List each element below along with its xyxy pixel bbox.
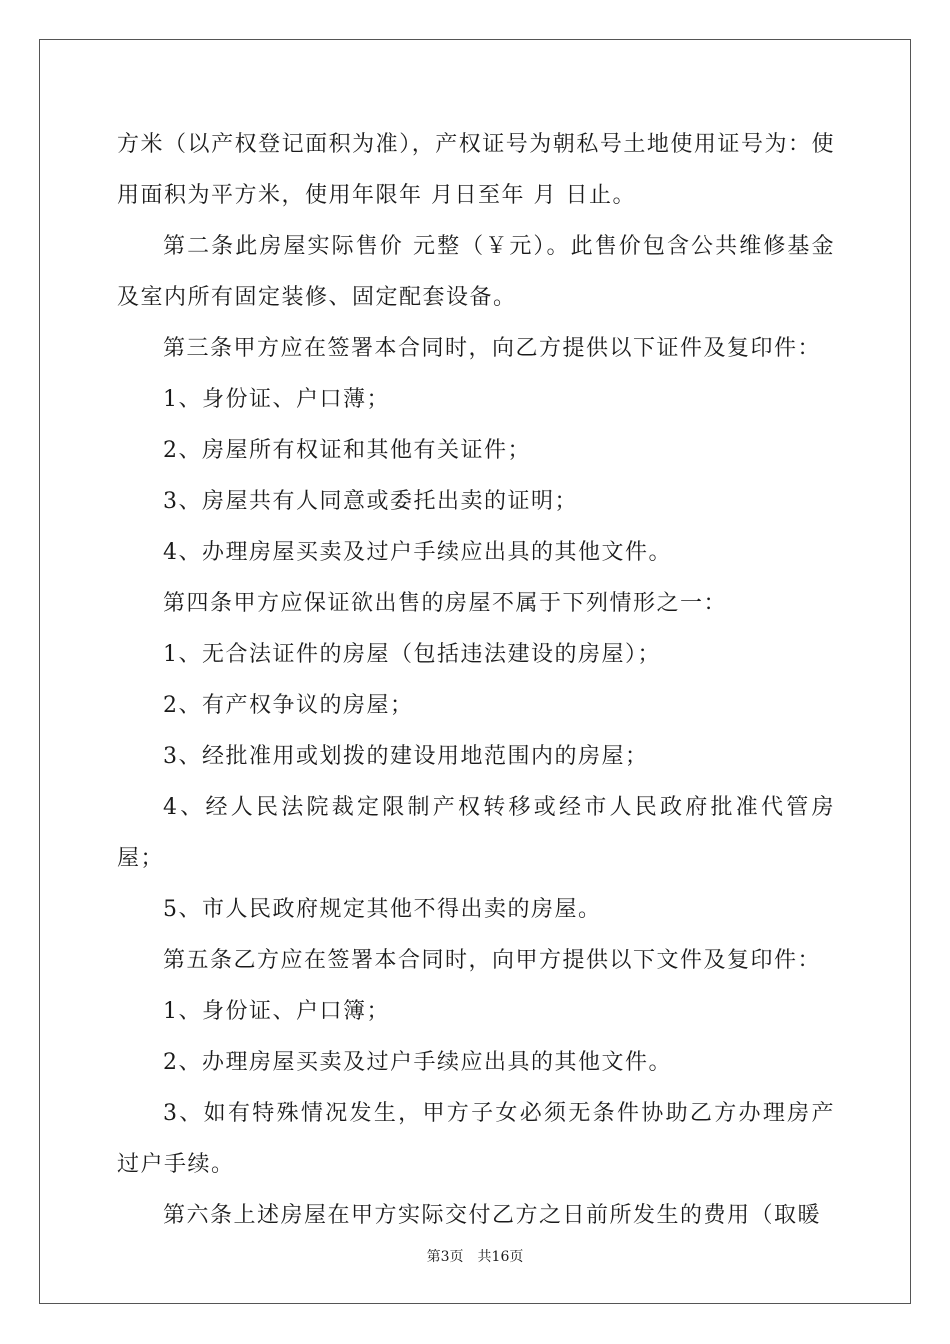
page-total: 共16页 bbox=[477, 1249, 524, 1265]
paragraph-2: 第三条甲方应在签署本合同时，向乙方提供以下证件及复印件： bbox=[163, 336, 822, 361]
paragraph-14: 1、身份证、户口簿； bbox=[163, 999, 390, 1024]
paragraph-9: 2、有产权争议的房屋； bbox=[163, 693, 414, 718]
page-number: 第3页 bbox=[426, 1249, 464, 1265]
paragraph-17: 第六条上述房屋在甲方实际交付乙方之日前所发生的费用（取暖 bbox=[163, 1203, 822, 1228]
paragraph-12: 5、市人民政府规定其他不得出卖的房屋。 bbox=[163, 897, 602, 922]
paragraph-3: 1、身份证、户口薄； bbox=[163, 387, 390, 412]
paragraph-13: 第五条乙方应在签署本合同时，向甲方提供以下文件及复印件： bbox=[163, 948, 822, 973]
paragraph-16: 3、如有特殊情况发生，甲方子女必须无条件协助乙方办理房产过户手续。 bbox=[117, 1101, 835, 1177]
paragraph-5: 3、房屋共有人同意或委托出卖的证明； bbox=[163, 489, 578, 514]
paragraph-11: 4、经人民法院裁定限制产权转移或经市人民政府批准代管房屋； bbox=[117, 795, 835, 871]
paragraph-4: 2、房屋所有权证和其他有关证件； bbox=[163, 438, 531, 463]
paragraph-8: 1、无合法证件的房屋（包括违法建设的房屋）； bbox=[163, 642, 661, 667]
paragraph-6: 4、办理房屋买卖及过户手续应出具的其他文件。 bbox=[163, 540, 672, 565]
paragraph-7: 第四条甲方应保证欲出售的房屋不属于下列情形之一： bbox=[163, 591, 728, 616]
page-footer bbox=[0, 1246, 950, 1266]
paragraph-0: 方米（以产权登记面积为准），产权证号为朝私号土地使用证号为：使用面积为平方米，使用年限年 月日至年 月 日止。 bbox=[117, 132, 835, 208]
paragraph-15: 2、办理房屋买卖及过户手续应出具的其他文件。 bbox=[163, 1050, 672, 1075]
paragraph-1: 第二条此房屋实际售价 元整（￥元）。此售价包含公共维修基金及室内所有固定装修、固定配套设备。 bbox=[117, 234, 835, 310]
paragraph-10: 3、经批准用或划拨的建设用地范围内的房屋； bbox=[163, 744, 649, 769]
contract-body bbox=[117, 119, 835, 1241]
